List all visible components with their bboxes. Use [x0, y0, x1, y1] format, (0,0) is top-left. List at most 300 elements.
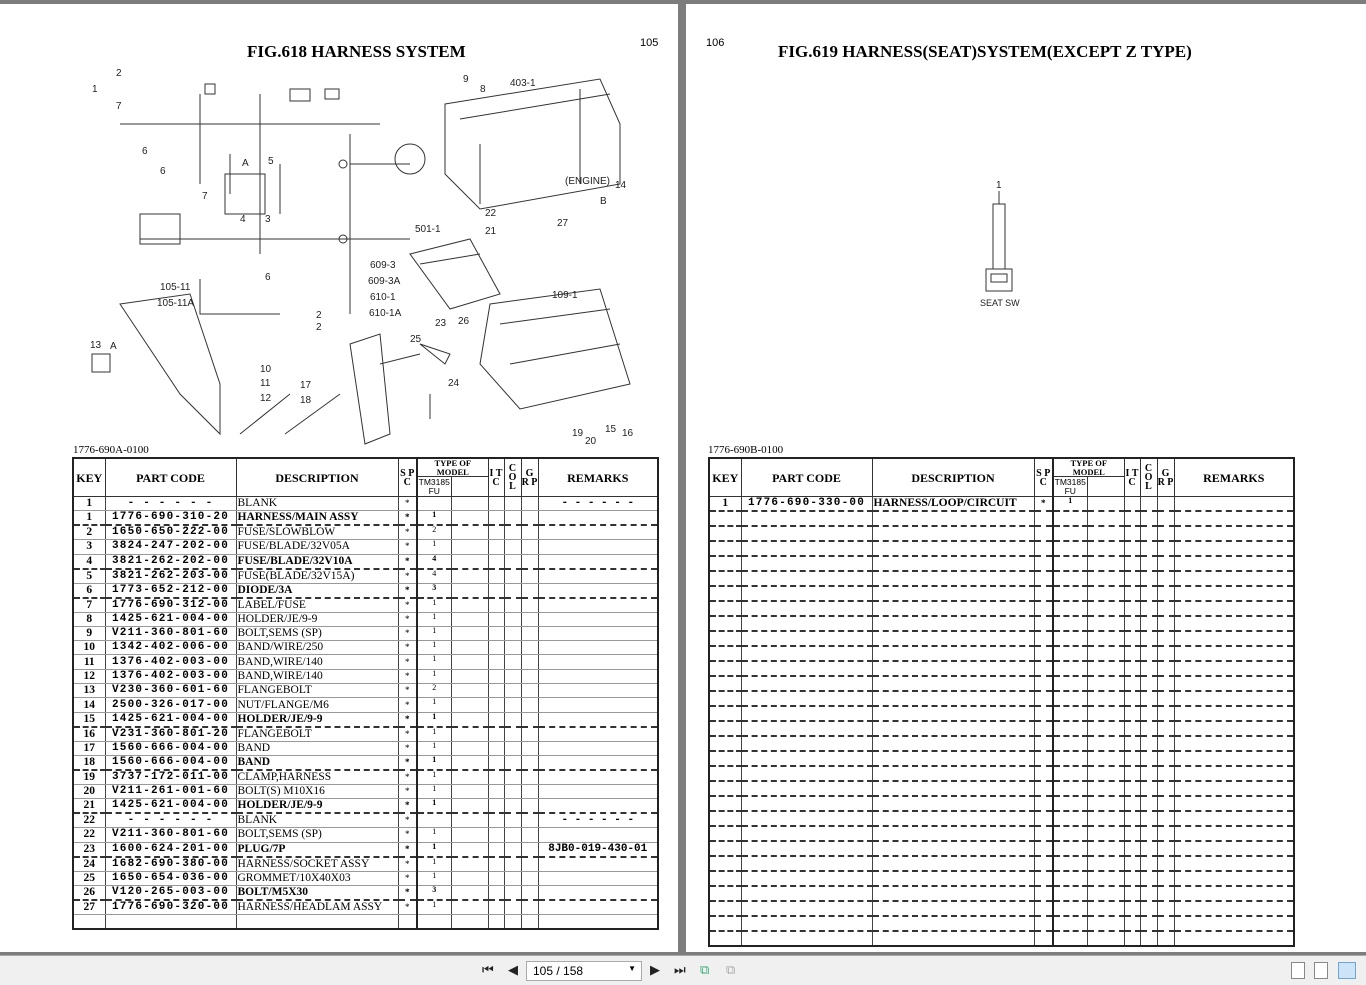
- header-spc: S P C: [398, 458, 417, 497]
- empty-row: [709, 826, 1294, 841]
- empty-cell: [1087, 661, 1124, 676]
- empty-cell: [1174, 721, 1294, 736]
- description-cell: HOLDER/JE/9-9: [236, 799, 398, 814]
- empty-cell: [488, 612, 504, 626]
- empty-cell: [1124, 571, 1140, 586]
- spc-cell: *: [398, 842, 417, 857]
- empty-cell: [1124, 526, 1140, 541]
- empty-cell: [521, 698, 538, 712]
- spc-cell: *: [398, 655, 417, 669]
- empty-cell: [1053, 766, 1087, 781]
- empty-cell: [1053, 541, 1087, 556]
- empty-cell: [1157, 796, 1174, 811]
- empty-cell: [1124, 556, 1140, 571]
- callout-label: 14: [615, 180, 627, 191]
- empty-cell: [709, 811, 741, 826]
- empty-cell: [1053, 751, 1087, 766]
- empty-cell: [521, 569, 538, 584]
- quantity-cell: 1: [417, 598, 451, 613]
- empty-cell: [488, 712, 504, 727]
- description-cell: FUSE/BLADE/32V10A: [236, 554, 398, 569]
- spc-cell: *: [398, 770, 417, 785]
- empty-cell: [709, 751, 741, 766]
- empty-cell: [1157, 571, 1174, 586]
- description-cell: HOLDER/JE/9-9: [236, 712, 398, 727]
- callout-label: 4: [240, 214, 246, 225]
- empty-cell: [504, 655, 521, 669]
- empty-cell: [1034, 661, 1053, 676]
- description-cell: BOLT,SEMS (SP): [236, 626, 398, 640]
- empty-cell: [1087, 571, 1124, 586]
- empty-cell: [1053, 871, 1087, 886]
- empty-cell: [741, 931, 872, 946]
- key-cell: 24: [73, 857, 105, 872]
- empty-cell: [521, 626, 538, 640]
- quantity-cell: 4: [417, 569, 451, 584]
- spc-cell: *: [398, 569, 417, 584]
- chevron-down-icon[interactable]: ▼: [628, 964, 636, 973]
- empty-cell: [451, 741, 488, 755]
- empty-cell: [709, 856, 741, 871]
- callout-label: 27: [557, 218, 569, 229]
- part-code-cell: 1425-621-004-00: [105, 712, 236, 727]
- remarks-cell: [538, 525, 658, 540]
- empty-row: [709, 646, 1294, 661]
- quantity-cell: 1: [417, 741, 451, 755]
- empty-cell: [1157, 676, 1174, 691]
- empty-cell: [1053, 841, 1087, 856]
- empty-row: [709, 811, 1294, 826]
- empty-cell: [1034, 691, 1053, 706]
- empty-cell: [504, 497, 521, 511]
- remarks-cell: [538, 799, 658, 814]
- empty-cell: [1174, 796, 1294, 811]
- empty-cell: [504, 698, 521, 712]
- empty-cell: [1140, 691, 1157, 706]
- empty-cell: [741, 901, 872, 916]
- empty-cell: [488, 842, 504, 857]
- quantity-cell: 1: [417, 857, 451, 872]
- empty-cell: [1124, 541, 1140, 556]
- key-cell: 27: [73, 900, 105, 915]
- empty-cell: [1140, 511, 1157, 526]
- empty-cell: [1087, 646, 1124, 661]
- empty-cell: [451, 540, 488, 554]
- empty-cell: [1174, 826, 1294, 841]
- header-grp: G R P: [521, 458, 538, 497]
- empty-cell: [1087, 826, 1124, 841]
- description-cell: LABEL/FUSE: [236, 598, 398, 613]
- callout-label: A: [242, 158, 249, 169]
- empty-cell: [1034, 586, 1053, 601]
- empty-cell: [709, 586, 741, 601]
- callout-label: 22: [485, 208, 497, 219]
- empty-cell: [488, 871, 504, 885]
- remarks-cell: - - - - - -: [538, 497, 658, 511]
- empty-cell: [1174, 541, 1294, 556]
- key-cell: 4: [73, 554, 105, 569]
- empty-cell: [1087, 541, 1124, 556]
- description-cell: NUT/FLANGE/M6: [236, 698, 398, 712]
- quantity-cell: 1: [417, 770, 451, 785]
- empty-cell: [451, 626, 488, 640]
- key-cell: 9: [73, 626, 105, 640]
- table-row: [73, 511, 658, 526]
- empty-cell: [1124, 871, 1140, 886]
- callout-label: 610-1: [370, 292, 396, 303]
- part-code-cell: 1376-402-003-00: [105, 669, 236, 683]
- empty-cell: [1053, 661, 1087, 676]
- callout-label: 6: [142, 146, 148, 157]
- remarks-cell: [538, 712, 658, 727]
- part-code-cell: 1776-690-320-00: [105, 900, 236, 915]
- fit-page-icon[interactable]: ⧉: [700, 963, 710, 978]
- remarks-cell: [538, 569, 658, 584]
- empty-cell: [451, 669, 488, 683]
- empty-cell: [1157, 661, 1174, 676]
- description-cell: BOLT,SEMS (SP): [236, 828, 398, 842]
- callout-label: (ENGINE): [565, 176, 610, 187]
- empty-cell: [1174, 526, 1294, 541]
- empty-cell: [1140, 601, 1157, 616]
- empty-cell: [451, 698, 488, 712]
- empty-cell: [488, 497, 504, 511]
- quantity-cell: 1: [1053, 497, 1087, 512]
- empty-row: [709, 571, 1294, 586]
- spc-cell: *: [398, 885, 417, 900]
- rotate-page-icon[interactable]: ⧉: [726, 963, 736, 978]
- description-cell: BAND: [236, 741, 398, 755]
- table-row: [73, 755, 658, 770]
- quantity-cell: 1: [417, 799, 451, 814]
- empty-cell: [1124, 691, 1140, 706]
- empty-cell: [504, 914, 521, 929]
- part-code-cell: 1773-652-212-00: [105, 583, 236, 598]
- part-label: SEAT SW: [980, 298, 1020, 308]
- empty-cell: [741, 631, 872, 646]
- empty-cell: [488, 569, 504, 584]
- empty-cell: [488, 885, 504, 900]
- page-number-field[interactable]: [526, 961, 642, 981]
- part-code-cell: - - - - - -: [105, 813, 236, 828]
- empty-cell: [1174, 886, 1294, 901]
- parts-table: [708, 457, 1295, 947]
- callout-label: 11: [260, 378, 271, 389]
- callout-label: 19: [572, 428, 584, 439]
- description-cell: BOLT/M5X30: [236, 885, 398, 900]
- empty-cell: [1053, 916, 1087, 931]
- empty-cell: [1034, 871, 1053, 886]
- callout-label: 17: [300, 380, 312, 391]
- empty-cell: [1174, 691, 1294, 706]
- empty-cell: [521, 497, 538, 511]
- empty-cell: [1174, 706, 1294, 721]
- table-row: [73, 626, 658, 640]
- empty-cell: [872, 826, 1034, 841]
- remarks-cell: [538, 900, 658, 915]
- empty-cell: [1124, 631, 1140, 646]
- empty-cell: [1140, 766, 1157, 781]
- remarks-cell: [538, 885, 658, 900]
- key-cell: 12: [73, 669, 105, 683]
- empty-cell: [1140, 721, 1157, 736]
- callout-label: 5: [268, 156, 274, 167]
- empty-cell: [1087, 526, 1124, 541]
- empty-cell: [488, 784, 504, 798]
- description-cell: HOLDER/JE/9-9: [236, 612, 398, 626]
- empty-cell: [521, 684, 538, 698]
- empty-cell: [538, 914, 658, 929]
- table-row: [709, 497, 1294, 512]
- prev-page-icon[interactable]: ◀: [508, 963, 518, 978]
- empty-cell: [504, 842, 521, 857]
- remarks-cell: [538, 554, 658, 569]
- callout-label: 2: [316, 322, 322, 333]
- empty-cell: [504, 770, 521, 785]
- table-row: [73, 712, 658, 727]
- empty-cell: [1034, 901, 1053, 916]
- remarks-cell: [538, 727, 658, 742]
- empty-cell: [872, 796, 1034, 811]
- table-row: [73, 497, 658, 511]
- empty-cell: [1174, 736, 1294, 751]
- callout-label: 609-3A: [368, 276, 401, 287]
- empty-cell: [1140, 841, 1157, 856]
- spc-cell: *: [398, 727, 417, 742]
- empty-cell: [1174, 616, 1294, 631]
- empty-cell: [1087, 751, 1124, 766]
- empty-cell: [1157, 841, 1174, 856]
- empty-cell: [741, 886, 872, 901]
- empty-cell: [1140, 886, 1157, 901]
- header-key: KEY: [73, 458, 105, 497]
- empty-cell: [1087, 497, 1124, 512]
- empty-cell: [1087, 916, 1124, 931]
- harness-diagram: [80, 64, 640, 449]
- empty-cell: [741, 736, 872, 751]
- empty-cell: [521, 669, 538, 683]
- empty-cell: [1124, 886, 1140, 901]
- empty-cell: [1174, 511, 1294, 526]
- empty-cell: [521, 712, 538, 727]
- first-page-icon[interactable]: ⏮: [482, 963, 494, 978]
- empty-cell: [488, 813, 504, 828]
- next-page-icon[interactable]: ▶: [650, 963, 660, 978]
- part-code-cell: 1425-621-004-00: [105, 799, 236, 814]
- empty-cell: [1140, 736, 1157, 751]
- spc-cell: *: [398, 669, 417, 683]
- empty-cell: [1140, 497, 1157, 512]
- empty-cell: [521, 598, 538, 613]
- empty-cell: [1174, 871, 1294, 886]
- header-remarks: REMARKS: [1174, 458, 1294, 497]
- quantity-cell: 1: [417, 784, 451, 798]
- empty-cell: [1124, 841, 1140, 856]
- figure-title: FIG.619 HARNESS(SEAT)SYSTEM(EXCEPT Z TYPE): [778, 42, 1192, 61]
- empty-cell: [1087, 781, 1124, 796]
- empty-cell: [709, 736, 741, 751]
- empty-cell: [1053, 676, 1087, 691]
- empty-cell: [741, 541, 872, 556]
- empty-cell: [504, 871, 521, 885]
- spc-cell: *: [398, 900, 417, 915]
- spc-cell: *: [398, 712, 417, 727]
- empty-cell: [709, 796, 741, 811]
- quantity-cell: 2: [417, 525, 451, 540]
- remarks-cell: [538, 641, 658, 655]
- empty-cell: [872, 601, 1034, 616]
- empty-cell: [488, 641, 504, 655]
- header-itc: I T C: [1124, 458, 1140, 497]
- single-page-view-icon[interactable]: [1291, 962, 1305, 979]
- empty-cell: [1124, 661, 1140, 676]
- key-cell: 22: [73, 813, 105, 828]
- empty-cell: [488, 900, 504, 915]
- quantity-cell: 3: [417, 583, 451, 598]
- empty-cell: [488, 554, 504, 569]
- empty-cell: [1087, 691, 1124, 706]
- callout-label: 26: [458, 316, 470, 327]
- empty-cell: [872, 766, 1034, 781]
- spc-cell: *: [398, 857, 417, 872]
- remarks-cell: [538, 857, 658, 872]
- remarks-cell: - - - - - -: [538, 813, 658, 828]
- empty-row: [709, 691, 1294, 706]
- part-code-cell: 2500-326-017-00: [105, 698, 236, 712]
- description-cell: BLANK: [236, 813, 398, 828]
- empty-row: [709, 556, 1294, 571]
- callout-label: 501-1: [415, 224, 441, 235]
- empty-cell: [741, 751, 872, 766]
- empty-cell: [1140, 571, 1157, 586]
- empty-cell: [504, 626, 521, 640]
- empty-cell: [1157, 886, 1174, 901]
- header-col: C O L: [504, 458, 521, 497]
- empty-cell: [741, 586, 872, 601]
- empty-cell: [1034, 811, 1053, 826]
- empty-cell: [1174, 601, 1294, 616]
- empty-cell: [1053, 706, 1087, 721]
- empty-cell: [1034, 736, 1053, 751]
- empty-cell: [504, 554, 521, 569]
- empty-row: [709, 736, 1294, 751]
- empty-cell: [1140, 781, 1157, 796]
- part-code-cell: 1776-690-312-00: [105, 598, 236, 613]
- empty-cell: [1087, 811, 1124, 826]
- empty-cell: [504, 813, 521, 828]
- empty-cell: [1174, 856, 1294, 871]
- empty-cell: [1157, 646, 1174, 661]
- empty-row: [709, 931, 1294, 946]
- empty-cell: [872, 676, 1034, 691]
- empty-cell: [709, 826, 741, 841]
- empty-cell: [1157, 751, 1174, 766]
- empty-cell: [1124, 511, 1140, 526]
- empty-cell: [872, 916, 1034, 931]
- empty-cell: [488, 626, 504, 640]
- empty-cell: [872, 556, 1034, 571]
- empty-cell: [741, 841, 872, 856]
- empty-cell: [488, 914, 504, 929]
- empty-row: [709, 751, 1294, 766]
- empty-cell: [1034, 511, 1053, 526]
- part-code-cell: 1600-624-201-00: [105, 842, 236, 857]
- header-model-tm3185: TM3185 FU: [1054, 477, 1086, 496]
- header-part-code: PART CODE: [741, 458, 872, 497]
- empty-cell: [1124, 931, 1140, 946]
- empty-cell: [741, 856, 872, 871]
- key-cell: 5: [73, 569, 105, 584]
- empty-cell: [1140, 826, 1157, 841]
- empty-cell: [451, 684, 488, 698]
- empty-cell: [1087, 856, 1124, 871]
- empty-cell: [504, 799, 521, 814]
- empty-cell: [1157, 721, 1174, 736]
- quantity-cell: 1: [417, 727, 451, 742]
- empty-cell: [105, 914, 236, 929]
- empty-cell: [709, 601, 741, 616]
- empty-cell: [1053, 781, 1087, 796]
- empty-cell: [1124, 751, 1140, 766]
- empty-row: [709, 601, 1294, 616]
- key-cell: 20: [73, 784, 105, 798]
- empty-cell: [488, 770, 504, 785]
- remarks-cell: [538, 871, 658, 885]
- description-cell: BAND,WIRE/140: [236, 669, 398, 683]
- key-cell: 6: [73, 583, 105, 598]
- empty-row: [709, 721, 1294, 736]
- last-page-icon[interactable]: ⏭: [674, 963, 686, 978]
- empty-cell: [1124, 706, 1140, 721]
- empty-cell: [488, 655, 504, 669]
- empty-row: [709, 781, 1294, 796]
- empty-cell: [741, 691, 872, 706]
- empty-row: [709, 511, 1294, 526]
- callout-label: 25: [410, 334, 422, 345]
- table-row: [73, 885, 658, 900]
- empty-cell: [1140, 706, 1157, 721]
- description-cell: BAND: [236, 755, 398, 770]
- header-model-empty: [1087, 477, 1124, 497]
- empty-cell: [504, 828, 521, 842]
- empty-cell: [504, 784, 521, 798]
- empty-cell: [1157, 706, 1174, 721]
- empty-cell: [709, 646, 741, 661]
- continuous-view-icon[interactable]: [1314, 962, 1328, 979]
- description-cell: BAND/WIRE/250: [236, 641, 398, 655]
- empty-cell: [451, 871, 488, 885]
- header-grp: G R P: [1157, 458, 1174, 497]
- empty-cell: [872, 571, 1034, 586]
- part-code-cell: 1376-402-003-00: [105, 655, 236, 669]
- empty-cell: [1174, 631, 1294, 646]
- empty-cell: [872, 721, 1034, 736]
- description-cell: CLAMP,HARNESS: [236, 770, 398, 785]
- empty-cell: [1034, 886, 1053, 901]
- callout-label: 12: [260, 393, 272, 404]
- empty-cell: [504, 612, 521, 626]
- description-cell: HARNESS/SOCKET ASSY: [236, 857, 398, 872]
- quantity-cell: [417, 497, 451, 511]
- two-page-view-icon[interactable]: [1338, 962, 1356, 979]
- empty-cell: [1140, 526, 1157, 541]
- empty-cell: [741, 916, 872, 931]
- part-code-cell: 1425-621-004-00: [105, 612, 236, 626]
- quantity-cell: 1: [417, 612, 451, 626]
- empty-cell: [1034, 931, 1053, 946]
- table-row: [73, 784, 658, 798]
- empty-cell: [488, 799, 504, 814]
